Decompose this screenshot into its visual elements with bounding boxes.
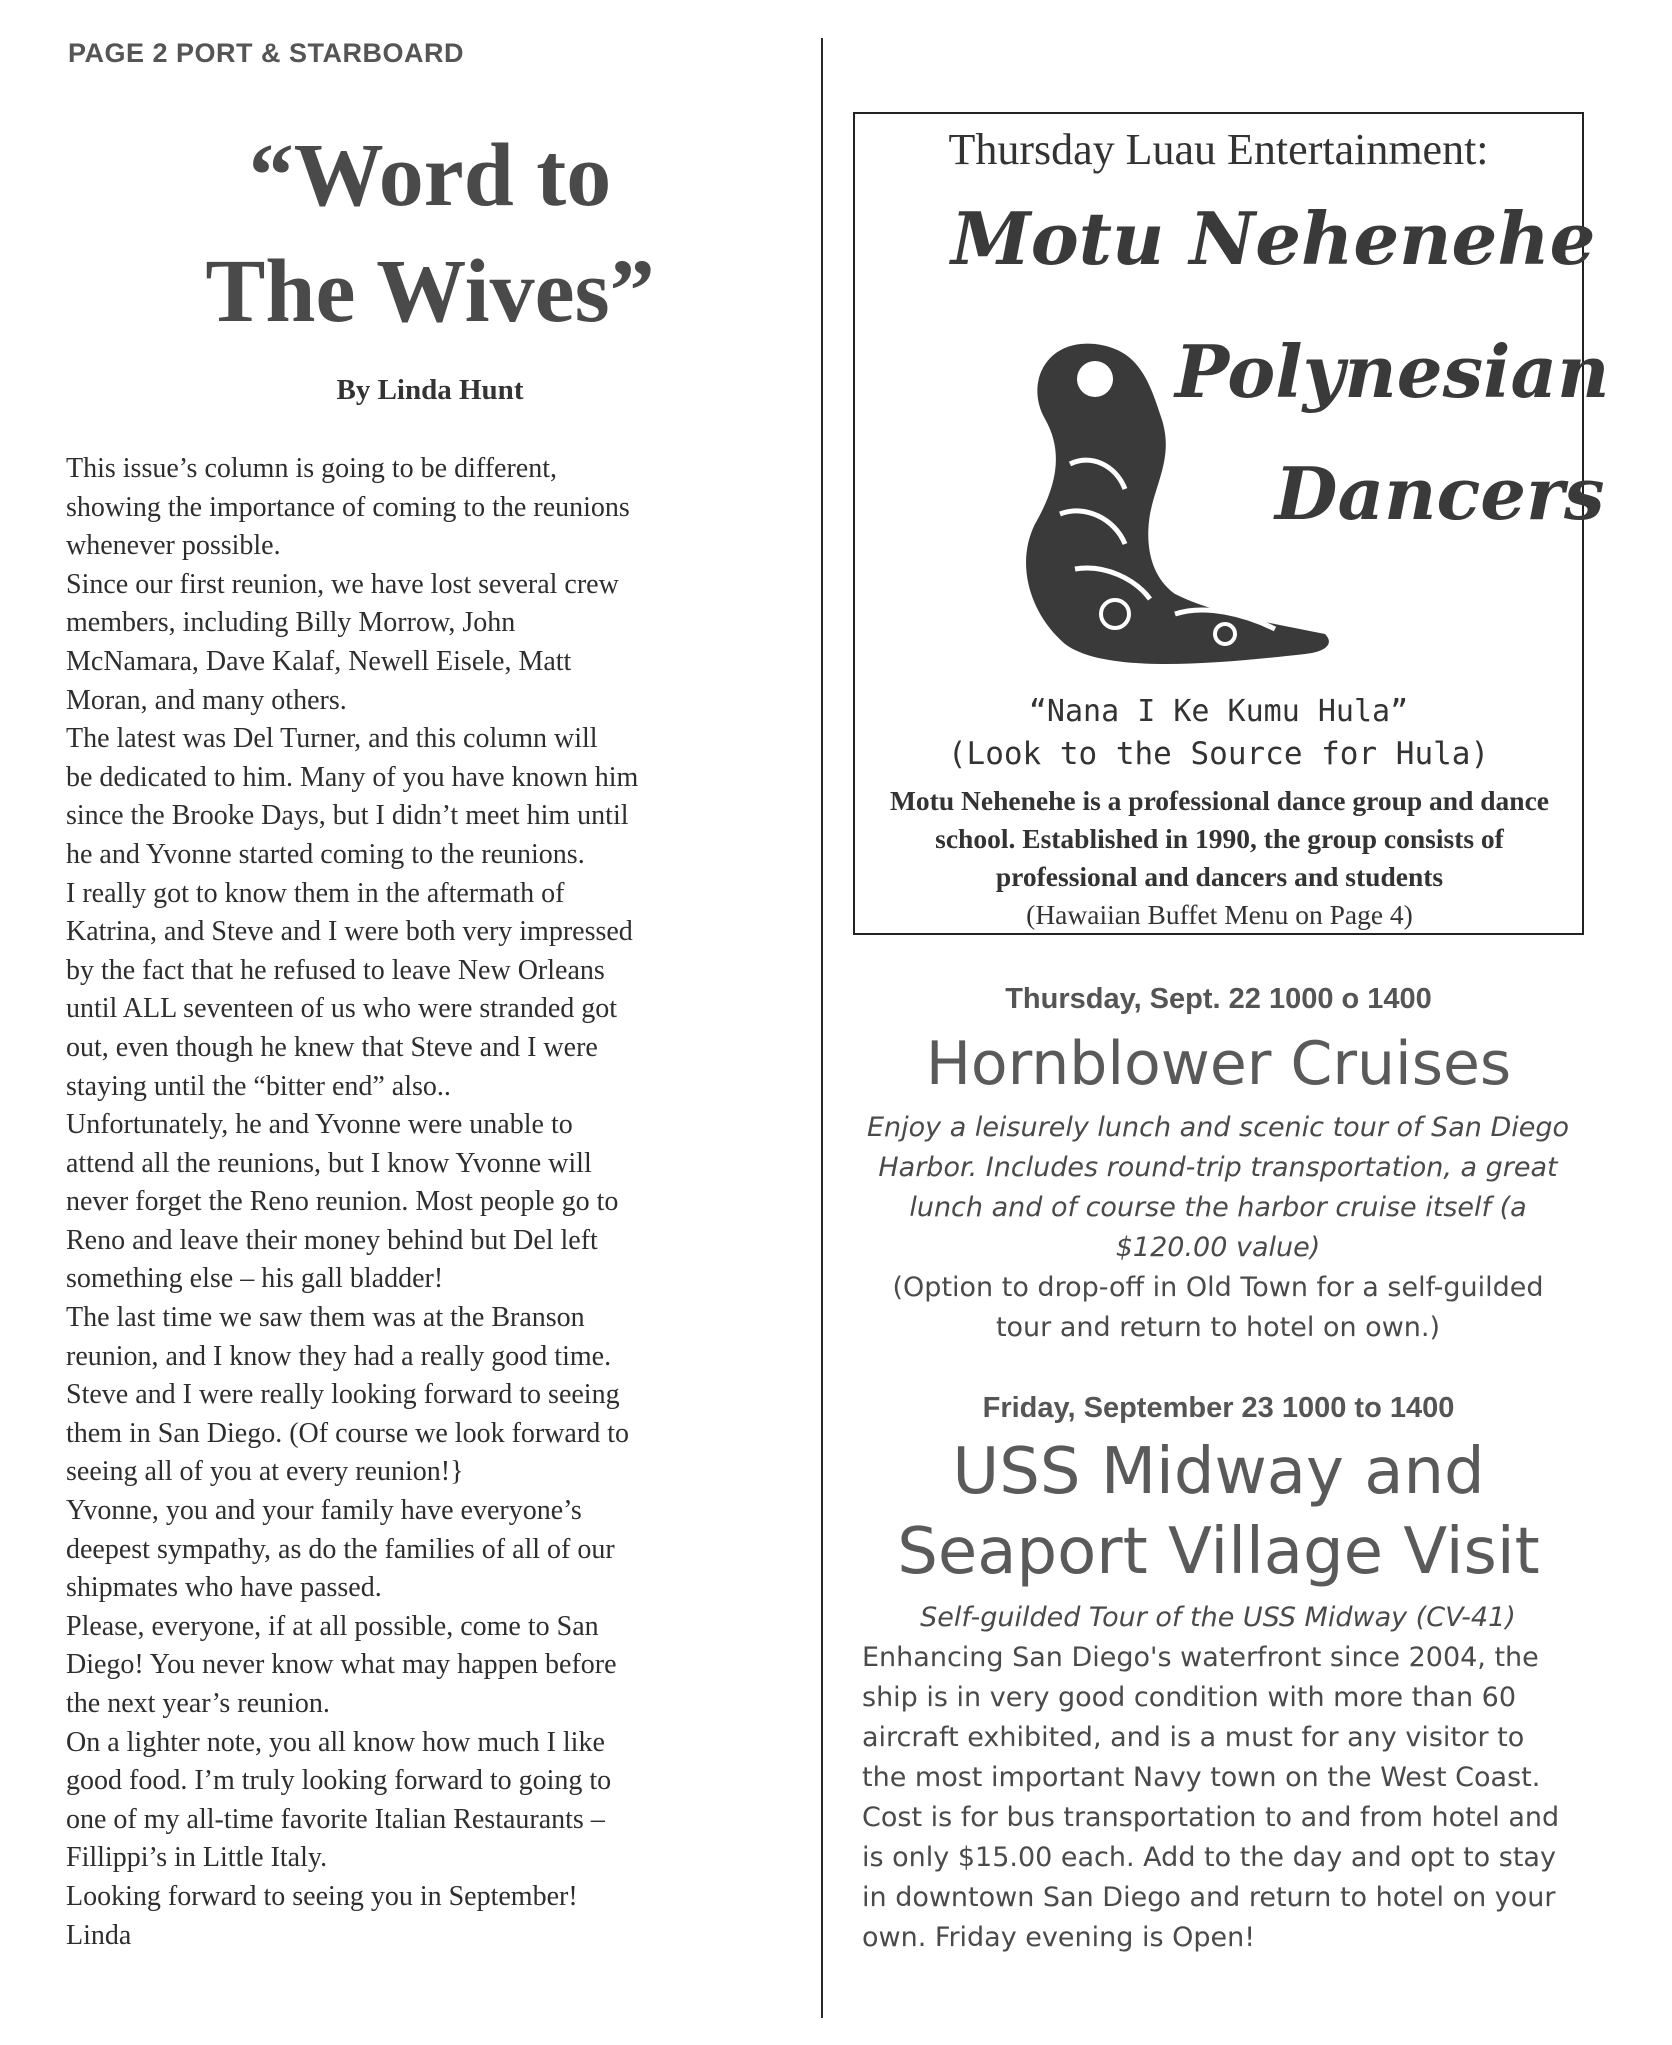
article-paragraph: Since our first reunion, we have lost several crew members, including Billy Morrow, John McNamara, Dave Kalaf, Newell Eisele, Matt Moran, and many others. (66, 568, 619, 716)
event-title-line-1: USS Midway and (952, 1435, 1485, 1509)
article-paragraph: The latest was Del Turner, and this column will be dedicated to him. Many of you have known him since the Brooke Days, but I didn’t meet him until he and Yvonne started coming to the reunions. (66, 723, 639, 870)
event-title-line-2: Seaport Village Visit (897, 1515, 1540, 1589)
hula-translation: (Look to the Source for Hula) (947, 736, 1490, 772)
article-paragraph: The last time we saw them was at the Branson reunion, and I know they had a really good time. Steve and I were really looking forward to seeing them in San Diego. (Of course we look forward to seeing all of you at every reunion!} (66, 1302, 629, 1488)
hula-quote: “Nana I Ke Kumu Hula” (1028, 694, 1409, 729)
article-paragraph: Unfortunately, he and Yvonne were unable to attend all the reunions, but I know Yvonne will never forget the Reno reunion. Most people go to Reno and leave their money behind but Del left something else – his gall bladder! (66, 1109, 619, 1295)
article-paragraph: I really got to know them in the aftermath of Katrina, and Steve and I were both very impressed by the fact that he refused to leave New Orleans until ALL seventeen of us who were stranded got out, even though he knew that Steve and I were staying until the “bitter end” also.. (66, 877, 633, 1102)
event-description: Enhancing San Diego's waterfront since 2004, the ship is in very good condition with more than 60 aircraft exhibited, and is a must for any visitor to the most important Navy town on the West Coast. Cost is for bus transportation to and from hotel and is only $15.00 each. Add to the day and opt to stay in downtown San Diego and return to hotel on your own. Friday evening is Open! (862, 1642, 1560, 1953)
event-subtitle: Self-guilded Tour of the USS Midway (CV-41) (920, 1602, 1516, 1633)
article-paragraph: Please, everyone, if at all possible, come to San Diego! You never know what may happen before the next year’s reunion. (66, 1610, 617, 1719)
event-date: Thursday, Sept. 22 1000 o 1400 (1005, 983, 1432, 1015)
article-paragraph: On a lighter note, you all know how much I like good food. I’m truly looking forward to going to one of my all-time favorite Italian Restaurants – Fillippi’s in Little Italy. (66, 1726, 612, 1874)
troupe-name-line-2: Polynesian (1175, 329, 1610, 414)
troupe-name-line-1: Motu Nehenehe (951, 196, 1596, 281)
event-description: Enjoy a leisurely lunch and scenic tour of San Diego Harbor. Includes round-trip transportation, a great lunch and of course the harbor cruise itself (a $120.00 value) (866, 1112, 1570, 1263)
event-date: Friday, September 23 1000 to 1400 (982, 1392, 1455, 1424)
luau-box (853, 112, 1610, 935)
article-paragraph: Yvonne, you and your family have everyone’s deepest sympathy, as do the families of all of our shipmates who have passed. (66, 1495, 615, 1604)
buffet-menu-note: (Hawaiian Buffet Menu on Page 4) (1026, 899, 1413, 930)
luau-heading: Thursday Luau Entertainment: (948, 125, 1489, 174)
troupe-description-text: Motu Nehenehe is a professional dance group and dance school. Established in 1990, the group consists of professional and dancers and students (889, 785, 1550, 892)
article-paragraph: This issue’s column is going to be different, showing the importance of coming to the reunions whenever possible. (66, 453, 630, 562)
article-paragraph: Looking forward to seeing you in September! Linda (66, 1880, 578, 1951)
article-body (66, 450, 786, 1955)
troupe-description (867, 782, 1572, 934)
column-divider (821, 38, 823, 2018)
page-header: PAGE 2 PORT & STARBOARD (68, 38, 465, 68)
troupe-name-line-3: Dancers (1275, 451, 1605, 536)
event-title: Hornblower Cruises (925, 1029, 1512, 1099)
byline: By Linda Hunt (336, 374, 524, 406)
event-note: (Option to drop-off in Old Town for a self-guilded tour and return to hotel on own.) (892, 1272, 1544, 1343)
column-title-line-2: The Wives” (205, 242, 655, 341)
column-title-line-1: “Word to (248, 126, 612, 225)
column-title (60, 118, 800, 350)
